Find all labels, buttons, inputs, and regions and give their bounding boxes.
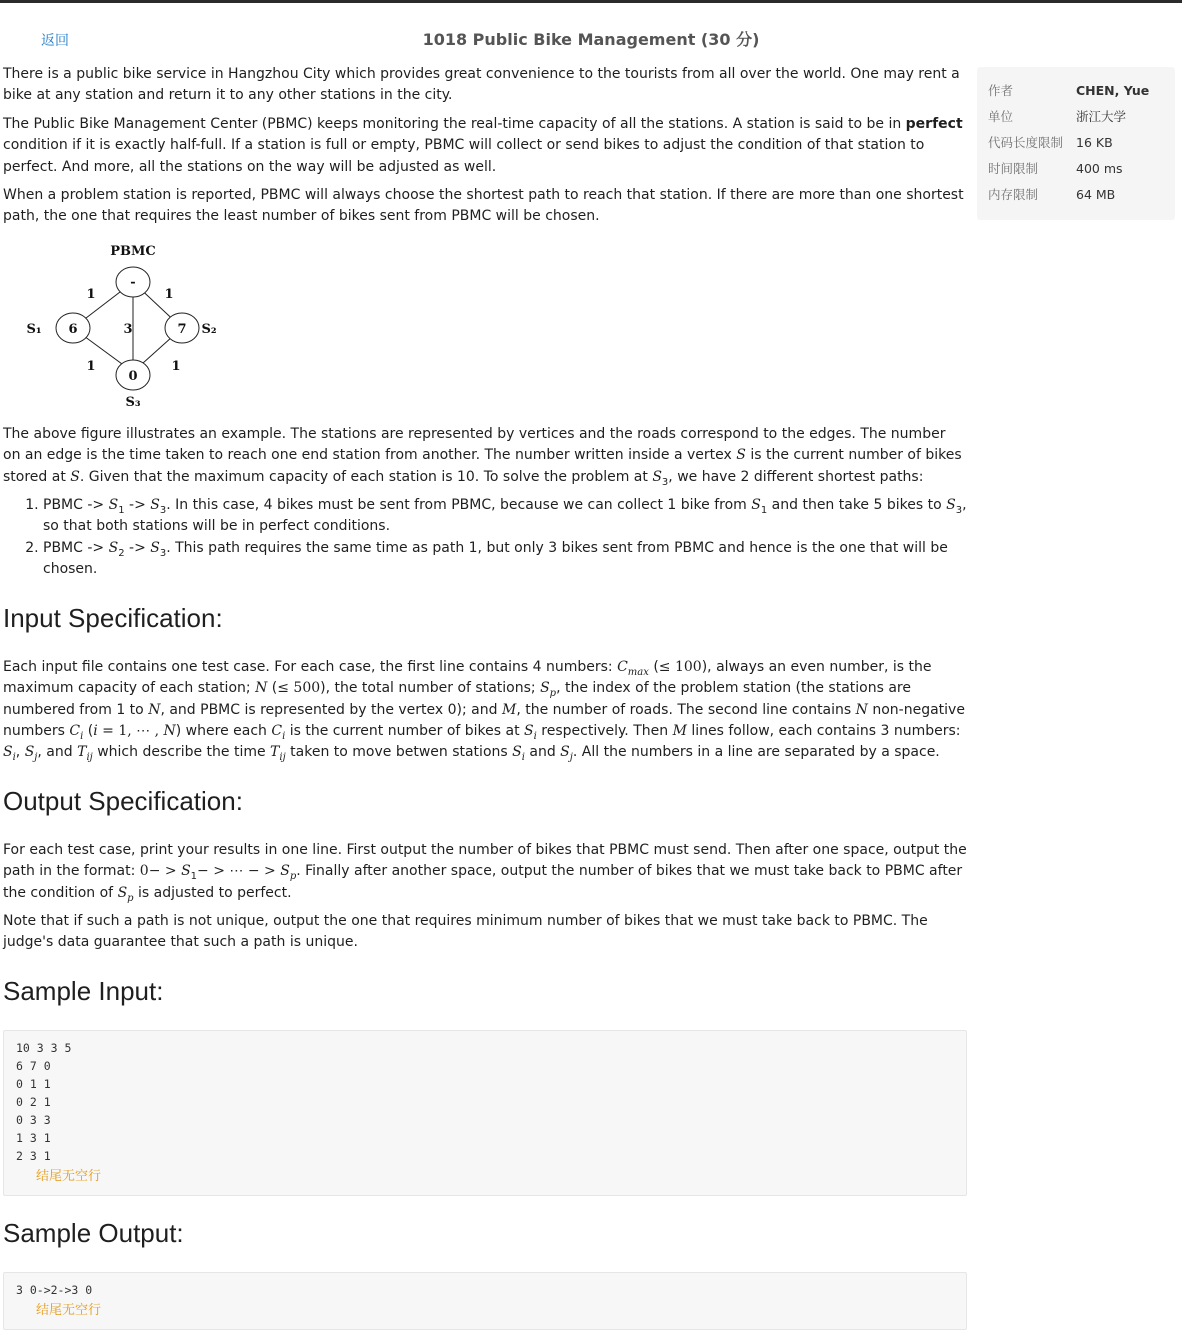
info-row-time-limit — [977, 155, 1175, 181]
info-label: 单位 — [988, 109, 1014, 124]
output-spec-heading: Output Specification: — [3, 785, 243, 816]
paragraph-intro: There is a public bike service in Hangzhou City which provides great convenience to the tourists from all over the world. One may rent a bike at any station and return it to any other stations in the city. — [3, 66, 960, 104]
output-spec-text: For each test case, print your results in one line. First output the number of bikes that PBMC must send. Then after one space, output the path in the format: $0- > S_1-$ > ⋯ − > $S_p$. Finally after another space, output the number of bikes that we must take back to PBMC after the condition of $S_p$ is adjusted to perfect. — [3, 841, 967, 904]
info-row-memory-limit — [977, 181, 1175, 207]
sample-input-code[interactable]: 10 3 3 5 6 7 0 0 1 1 0 2 1 0 3 3 1 3 1 2 3 1 — [16, 1040, 72, 1163]
paragraph-figure-explanation: The above figure illustrates an example. The stations are represented by vertices and the roads correspond to the edges. The number on an edge is the time taken to reach one end station from another. The number written inside a vertex S is the current number of bikes stored at S. Given that the maximum capacity of each station is 10. To solve the problem at $S_3$, we have 2 different shortest paths: — [3, 425, 962, 488]
figure-node-pbmc: - — [130, 274, 136, 290]
figure-node-s3: 0 — [128, 368, 138, 384]
figure-edge-pbmc-s2: 1 — [164, 286, 174, 302]
info-label: 时间限制 — [988, 161, 1039, 176]
info-value: 64 MB — [1076, 186, 1116, 202]
list-item: 2. PBMC -> $S_2 -> S_3$. This path requires the same time as path 1, but only 3 bikes sent from PBMC and hence is the one that will be chosen. — [43, 538, 967, 581]
figure-name-s2: S₂ — [201, 321, 217, 337]
figure-name-s1: S₁ — [26, 321, 42, 337]
example-graph-figure — [19, 240, 219, 410]
figure-edge-pbmc-s3: 3 — [123, 321, 133, 337]
info-value: 400 ms — [1076, 160, 1123, 176]
figure-edge-s1-s3: 1 — [86, 358, 96, 374]
sample-output-box[interactable] — [3, 1272, 967, 1330]
figure-edge-pbmc-s1: 1 — [86, 286, 96, 302]
problem-description — [3, 64, 967, 1338]
sample-output-heading: Sample Output: — [3, 1217, 184, 1248]
path-list — [3, 495, 967, 581]
info-value: 浙江大学 — [1076, 109, 1127, 124]
info-value: CHEN, Yue — [1076, 82, 1150, 98]
figure-node-s1: 6 — [68, 321, 78, 337]
figure-name-s3: S₃ — [125, 394, 141, 410]
no-trailing-blank-note: 结尾无空行 — [36, 1168, 102, 1184]
info-label: 内存限制 — [988, 187, 1039, 202]
paragraph-shortest: When a problem station is reported, PBMC will always choose the shortest path to reach that station. If there are more than one shortest path, the one that requires the least number of bikes sent from PBMC will be chosen. — [3, 187, 964, 225]
problem-info-panel — [977, 67, 1175, 220]
input-spec-text: Each input file contains one test case. For each case, the first line contains 4 numbers: $C_{max}$ (≤ 100), always an even number, is the maximum capacity of each station; N (≤ 500), the total number of stations; $S_p$, the index of the problem station (the stations are numbered from 1 to N, and PBMC is represented by the vertex 0); and M, the number of roads. The second line contains N non-negative numbers $C_i$ (i = 1, ⋯ , N) where each $C_i$ is the current number of bikes at $S_i$ respectively. Then M lines follow, each contains 3 numbers: $S_i$, $S_j$, and $T_{ij}$ which describe the time $T_{ij}$ taken to move betwen stations $S_i$ and $S_j$. All the numbers in a line are separated by a space. — [3, 658, 965, 764]
no-trailing-blank-note: 结尾无空行 — [36, 1302, 102, 1318]
info-label: 作者 — [988, 83, 1014, 98]
paragraph-pbmc: The Public Bike Management Center (PBMC) keeps monitoring the real-time capacity of all the stations. A station is said to be in perfect condition if it is exactly half-full. If a station is full or empty, PBMC will collect or send bikes to adjust the condition of that station to perfect. And more, all the stations on the way will be adjusted as well. — [3, 115, 963, 175]
list-item: 1. PBMC -> $S_1 -> S_3$. In this case, 4 bikes must be sent from PBMC, because we can collect 1 bike from $S_1$ and then take 5 bikes to $S_3$, so that both stations will be in perfect conditions. — [43, 495, 967, 538]
info-value: 16 KB — [1076, 134, 1113, 150]
back-link[interactable]: 返回 — [41, 33, 69, 49]
info-label: 代码长度限制 — [988, 135, 1064, 150]
info-row-code-size — [977, 129, 1175, 155]
input-spec-heading: Input Specification: — [3, 602, 223, 633]
sample-input-box[interactable] — [3, 1030, 967, 1196]
sample-input-heading: Sample Input: — [3, 975, 164, 1006]
figure-node-s2: 7 — [177, 321, 187, 337]
info-row-author — [977, 77, 1175, 103]
sample-output-code[interactable]: 3 0->2->3 0 — [16, 1282, 93, 1297]
figure-pbmc-label: PBMC — [110, 243, 156, 259]
figure-edge-s2-s3: 1 — [171, 358, 181, 374]
page-title: 1018 Public Bike Management (30 分) — [422, 30, 760, 49]
info-row-organization — [977, 103, 1175, 129]
output-spec-note: Note that if such a path is not unique, output the one that requires minimum number of bikes that we must take back to PBMC. The judge's data guarantee that such a path is unique. — [3, 912, 928, 951]
